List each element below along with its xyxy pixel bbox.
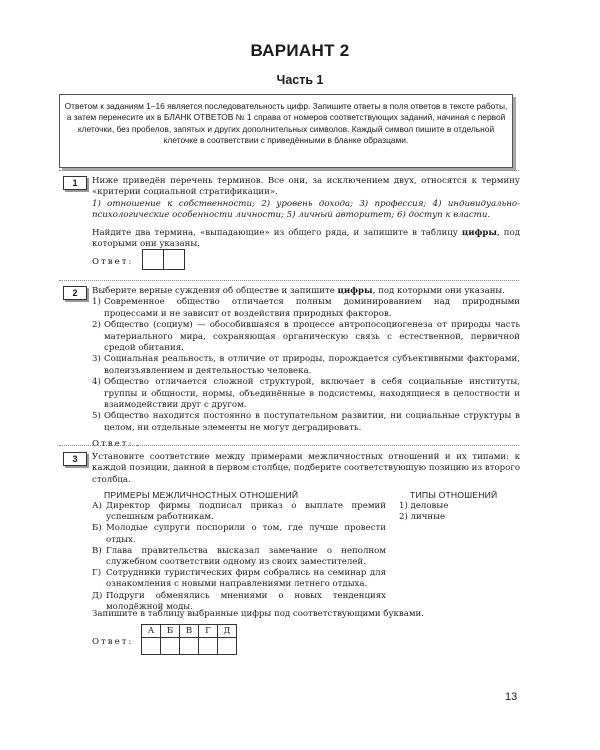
instructions-text: Ответом к заданиям 1–16 является последовательность цифр. Запишите ответы в поля ответов в тексте работы, а затем перенесите их в БЛАНК ОТВЕТОВ № 1 справа от номеров соответствующих заданий, начиная с первой клеточки, без пробелов, запятых и других дополнительных символов. Каждый символ пишите в отдельной клеточке в соответствии с приведёнными в бланке образцами. — [64, 101, 508, 145]
example-item: А) Директор фирмы подписал приказ о выплате премий успешным работникам. — [92, 501, 386, 523]
answer-cell[interactable] — [199, 638, 218, 655]
question-1-answer-grid[interactable] — [142, 249, 185, 270]
answer-cell[interactable] — [180, 638, 199, 655]
separator — [59, 170, 519, 171]
grid-letter-a: А — [142, 625, 161, 638]
question-2-answer-label: Ответ: — [92, 439, 134, 450]
question-3-answer-label: Ответ: — [92, 637, 134, 647]
examples-column-heading: ПРИМЕРЫ МЕЖЛИЧНОСТНЫХ ОТНОШЕНИЙ — [104, 490, 299, 500]
question-3-task: Запишите в таблицу выбранные цифры под соответствующими буквами. — [92, 609, 425, 619]
grid-letter-g: Г — [199, 625, 218, 638]
statement-item: 2) Общество (социум) — обособившаяся в процессе антропосоциогенеза от природы часть материального мира, сохраняющая органическую связь с естественной, первичной средой обитания. — [92, 320, 520, 354]
grid-letter-b: Б — [161, 625, 180, 638]
example-item: Б) Молодые супруги поспорили о том, где лучше провести отдых. — [92, 523, 386, 545]
question-1-task: Найдите два термина, «выпадающие» из общего ряда, и запишите в таблицу цифры, под которыми они указаны. — [92, 227, 520, 250]
variant-title: ВАРИАНТ 2 — [250, 41, 350, 60]
statement-item: 5) Общество находится постоянно в поступательном развитии, ни социальные структуры в целом, ни отдельные элементы не могут деградировать. — [92, 411, 520, 433]
answer-cell[interactable] — [142, 638, 161, 655]
example-item: В) Глава правительства высказал замечание о неполном служебном соответствии одному из своих заместителей. — [92, 545, 386, 568]
question-2-number: 2 — [63, 286, 87, 300]
example-item: Д) Подруги обменялись мнениями о новых тенденциях молодёжной моды. — [92, 590, 386, 612]
type-item: 2) личные — [399, 512, 446, 523]
examples-list — [92, 501, 386, 613]
separator — [59, 445, 519, 446]
grid-letter-d: Д — [218, 625, 237, 638]
instructions-box — [59, 94, 513, 168]
question-2 — [92, 286, 520, 451]
question-2-intro: Выберите верные суждения об обществе и запишите цифры, под которыми они указаны. — [92, 286, 506, 296]
types-column-heading: ТИПЫ ОТНОШЕНИЙ — [410, 490, 498, 500]
question-1-terms: 1) отношение к собственности; 2) уровень дохода; 3) профессия; 4) индивидуально-психологические особенности личности; 5) личный авторитет; 6) доступ к власти. — [92, 198, 520, 221]
grid-letter-v: В — [180, 625, 199, 638]
part-title: Часть 1 — [276, 73, 324, 87]
question-3-intro: Установите соответствие между примерами межличностных отношений и их типами: к каждой позиции, данной в первом столбце, подберите соответствующую позицию из второго столбца. — [92, 452, 520, 485]
answer-cell[interactable] — [164, 250, 185, 270]
question-3-number: 3 — [63, 452, 87, 466]
separator — [59, 280, 519, 281]
answer-cell[interactable] — [218, 638, 237, 655]
statement-item: 1) Современное общество отличается полным доминированием над природными процессами и не зависит от воздействия природных факторов. — [92, 297, 520, 319]
question-1 — [92, 176, 520, 250]
question-1-answer-label: Ответ: — [92, 257, 134, 267]
question-3-answer-grid — [141, 624, 237, 655]
question-1-intro: Ниже приведён перечень терминов. Все они, за исключением двух, относятся к термину «критерии социальной стратификации». — [92, 176, 520, 198]
statement-item: 3) Социальная реальность, в отличие от природы, порождается субъективными факторами, волеизъявлением и деятельностью человека. — [92, 354, 520, 376]
answer-cell[interactable] — [143, 250, 164, 270]
type-item: 1) деловые — [399, 501, 449, 511]
statement-item: 4) Общество отличается сложной структурой, включает в себя социальные институты, группы и общности, нормы, объединённые в подсистемы, находящиеся в целостности и взаимодействии друг с другом. — [92, 377, 520, 411]
example-item: Г) Сотрудники туристических фирм собрались на семинар для ознакомления с новыми направлениями летнего отдыха. — [92, 568, 386, 590]
question-3 — [92, 452, 520, 486]
answer-cell[interactable] — [161, 638, 180, 655]
question-2-answer-row — [92, 437, 520, 450]
question-1-number: 1 — [63, 176, 87, 190]
page-number: 13 — [505, 691, 518, 703]
types-list — [399, 501, 448, 523]
